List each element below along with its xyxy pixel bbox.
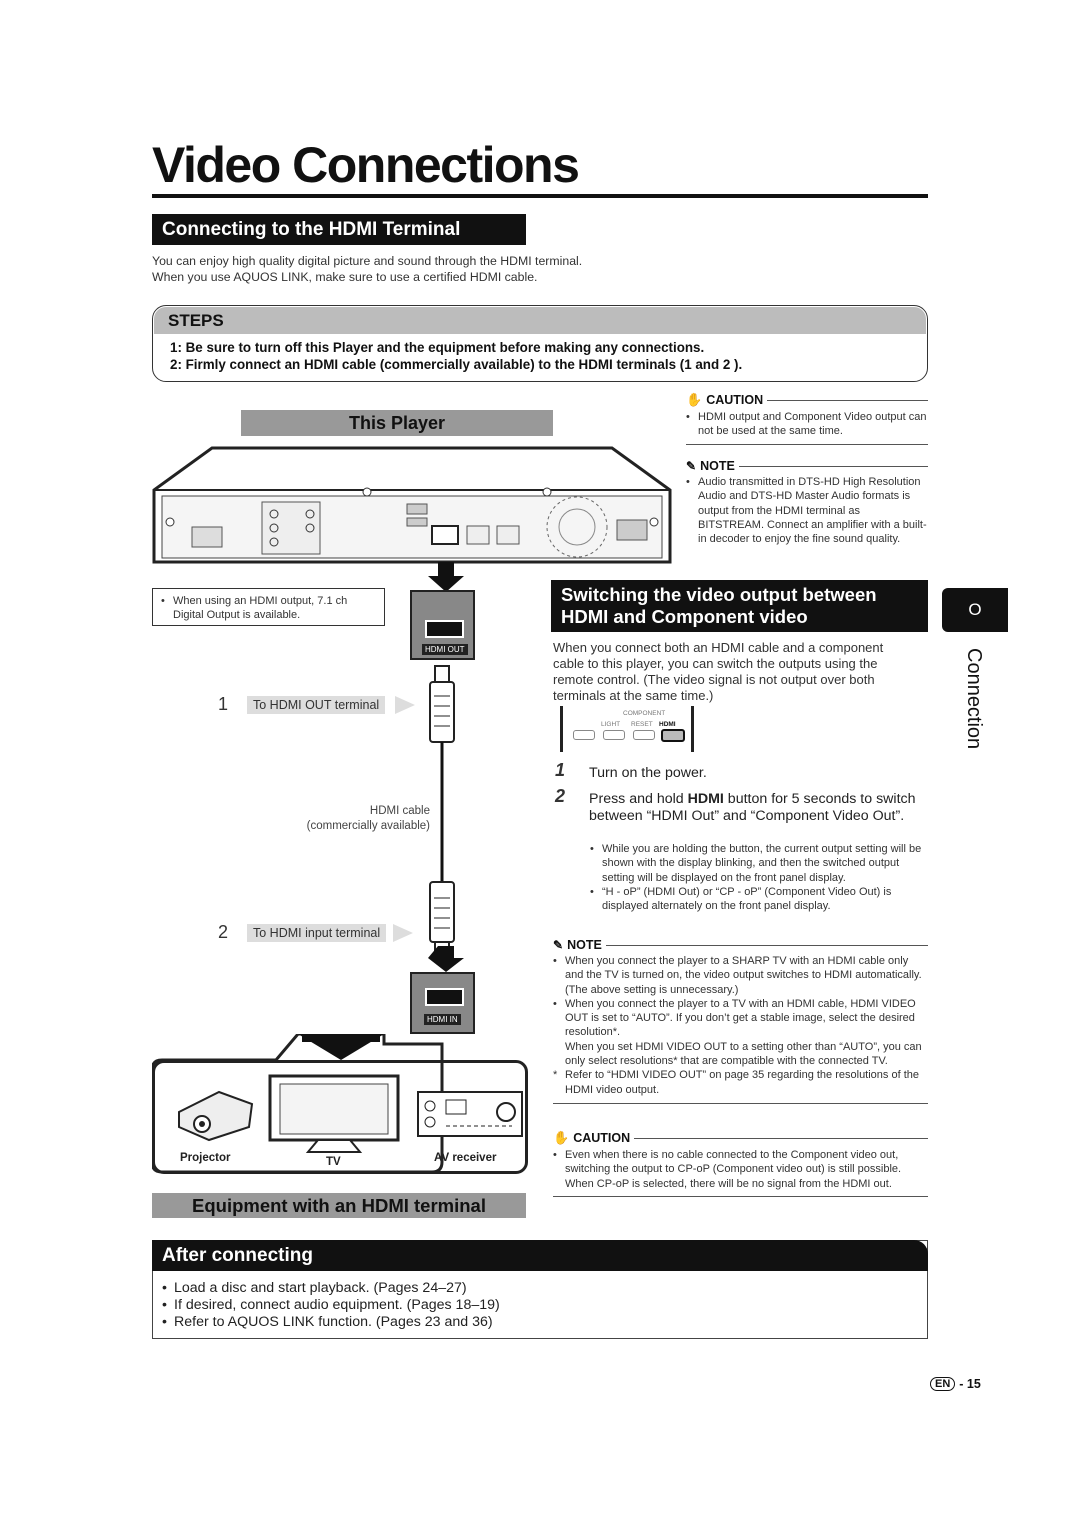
switch-step-2-number: 2 [555,786,566,806]
note-item: • When you connect the player to a TV with an HDMI cable, HDMI VIDEO OUT is set to “AUTO”. If you don’t get a stable image, select the desired resolution*. When you set HDMI VIDEO OUT to a setting other than “AUTO”, you can only select resolutions* that are compatible with the connected TV. [553,997,928,1068]
projector-icon [174,1082,254,1142]
caution-heading [686,392,928,408]
page-footer [930,1377,981,1391]
side-tab-label [948,640,988,750]
after-item: • If desired, connect audio equipment. (Pages 18–19) [162,1297,500,1314]
after-item: • Refer to AQUOS LINK function. (Pages 23 and 36) [162,1314,500,1331]
remote-light-label: LIGHT [601,721,621,728]
to-hdmi-input-label: To HDMI input terminal [247,924,386,942]
switch-bullet: • While you are holding the button, the current output setting will be shown with the display blinking, and then the switched output setting will be displayed on the front panel display. [590,842,924,885]
hdmi-in-terminal [410,972,475,1034]
remote-button [573,730,595,740]
note-icon: ✎ [553,938,564,952]
switch-bullet: • “H - oP” (HDMI Out) or “CP - oP” (Component Video Out) is displayed alternately on the front panel display. [590,885,924,914]
caution-heading-rule [767,400,928,401]
footnote-text: Refer to “HDMI VIDEO OUT” on page 35 regarding the resolutions of the HDMI video output. [565,1069,919,1096]
caution-heading-rule [634,1138,928,1139]
hdmi-intro [152,253,582,285]
pointer-arrow-icon [393,924,413,942]
hdmi-intro-line: You can enjoy high quality digital picture and sound through the HDMI terminal. [152,254,583,268]
note-icon: ✎ [686,459,697,473]
note-rule [553,1103,928,1104]
hdmi-out-terminal [410,590,475,660]
hdmi-out-label: HDMI OUT [422,644,468,655]
footnote-mark: * [553,1069,558,1082]
remote-buttons-illustration [560,706,694,752]
remote-reset-label: RESET [631,721,653,728]
caution-hand-icon: ✋ [553,1130,570,1145]
caution-item: • Even when there is no cable connected to the Component video out, switching the output to CP-oP (Component video out) is still possible. When CP-oP is selected, there will be no signal from the HDMI out. [553,1148,928,1191]
note-item: • Audio transmitted in DTS-HD High Resolution Audio and DTS-HD Master Audio formats is output from the HDMI terminal as BITSTREAM. Connect an amplifier with a built-in decoder to enjoy the fine sound quality. [686,475,928,546]
cable-caption-line: (commercially available) [306,820,430,832]
switch-heading-line: HDMI and Component video [561,606,808,627]
hdmi-section-heading: Connecting to the HDMI Terminal [152,214,526,245]
step2-pre: Press and hold [589,791,688,807]
switch-step-1-number: 1 [555,760,566,780]
step-item: 2: Firmly connect an HDMI cable (commercially available) to the HDMI terminals (1 and 2 ). [170,357,743,372]
step-item: 1: Be sure to turn off this Player and the equipment before making any connections. [170,340,705,355]
page-title: Video Connections [152,137,579,193]
after-item: • Load a disc and start playback. (Pages 24–27) [162,1280,500,1297]
switch-bullets [590,842,924,913]
caution-top [686,392,928,445]
note-top [686,459,928,546]
output-note-box [152,588,385,626]
caution-heading-text: CAUTION [573,1131,631,1145]
caution-bottom [553,1130,928,1197]
caution-item: • HDMI output and Component Video output can not be used at the same time. [686,410,928,439]
note-heading-rule [739,466,928,467]
remote-light-button [603,730,625,740]
this-player-label: This Player [241,410,553,436]
side-tab-letter: O [942,588,1008,632]
remote-hdmi-button [661,729,685,742]
hdmi-port-icon [425,988,464,1006]
diagram-step-1-number: 1 [218,694,229,714]
caution-heading-text: CAUTION [706,393,764,407]
remote-hdmi-label: HDMI [659,721,676,728]
tv-icon [268,1074,400,1156]
to-hdmi-out-label: To HDMI OUT terminal [247,696,385,714]
player-back-panel-illustration [152,442,672,572]
equipment-projector-label: Projector [180,1152,231,1164]
note-footnote [553,1068,928,1097]
page-number: - 15 [959,1377,981,1391]
caution-heading [553,1130,928,1146]
caution-rule [686,444,928,445]
note-heading [553,938,928,952]
title-rule [152,194,928,198]
step2-post: button for 5 seconds to switch between “HDMI Out” and “Component Video Out”. [589,791,916,824]
switch-step-1-text: Turn on the power. [589,765,707,781]
language-badge: EN [930,1377,955,1391]
step2-bold: HDMI [687,791,724,807]
steps-heading: STEPS [154,307,926,334]
switch-section-heading [551,580,928,632]
arrow-down-icon [428,946,464,972]
cable-caption-line: HDMI cable [369,805,430,817]
switch-intro: When you connect both an HDMI cable and a component cable to this player, you can switch the outputs using the remote control. (The video signal is not output over both terminals at the same time.) [553,640,884,703]
hdmi-in-label: HDMI IN [424,1014,461,1025]
av-receiver-icon [416,1090,524,1142]
side-tab-label-text: Connection [963,648,985,750]
switch-heading-line: Switching the video output between [561,584,877,605]
note-mid [553,938,928,1104]
caution-rule [553,1196,928,1197]
after-heading: After connecting [152,1240,928,1271]
hdmi-cable-caption [300,804,430,834]
diagram-step-2-number: 2 [218,922,229,942]
remote-component-label: COMPONENT [623,710,666,717]
switch-step-2-text [589,791,921,825]
equipment-tv-label: TV [326,1156,341,1168]
note-item: • When you connect the player to a SHARP TV with an HDMI cable only and the TV is turned on, the video output switches to HDMI automatically. (The above setting is unnecessary.) [553,954,928,997]
note-heading-text: NOTE [700,459,735,473]
hdmi-intro-line: When you use AQUOS LINK, make sure to use a certified HDMI cable. [152,270,538,284]
arrow-down-icon [428,562,464,592]
hdmi-port-icon [425,620,464,638]
equipment-av-receiver-label: AV receiver [434,1152,497,1164]
after-items [162,1280,500,1331]
remote-reset-button [633,730,655,740]
equipment-heading: Equipment with an HDMI terminal [152,1193,526,1218]
note-heading-text: NOTE [567,938,602,952]
note-heading-rule [606,945,928,946]
note-heading [686,459,928,473]
caution-hand-icon: ✋ [686,392,703,407]
output-note-text: • When using an HDMI output, 7.1 ch Digital Output is available. [161,594,376,623]
